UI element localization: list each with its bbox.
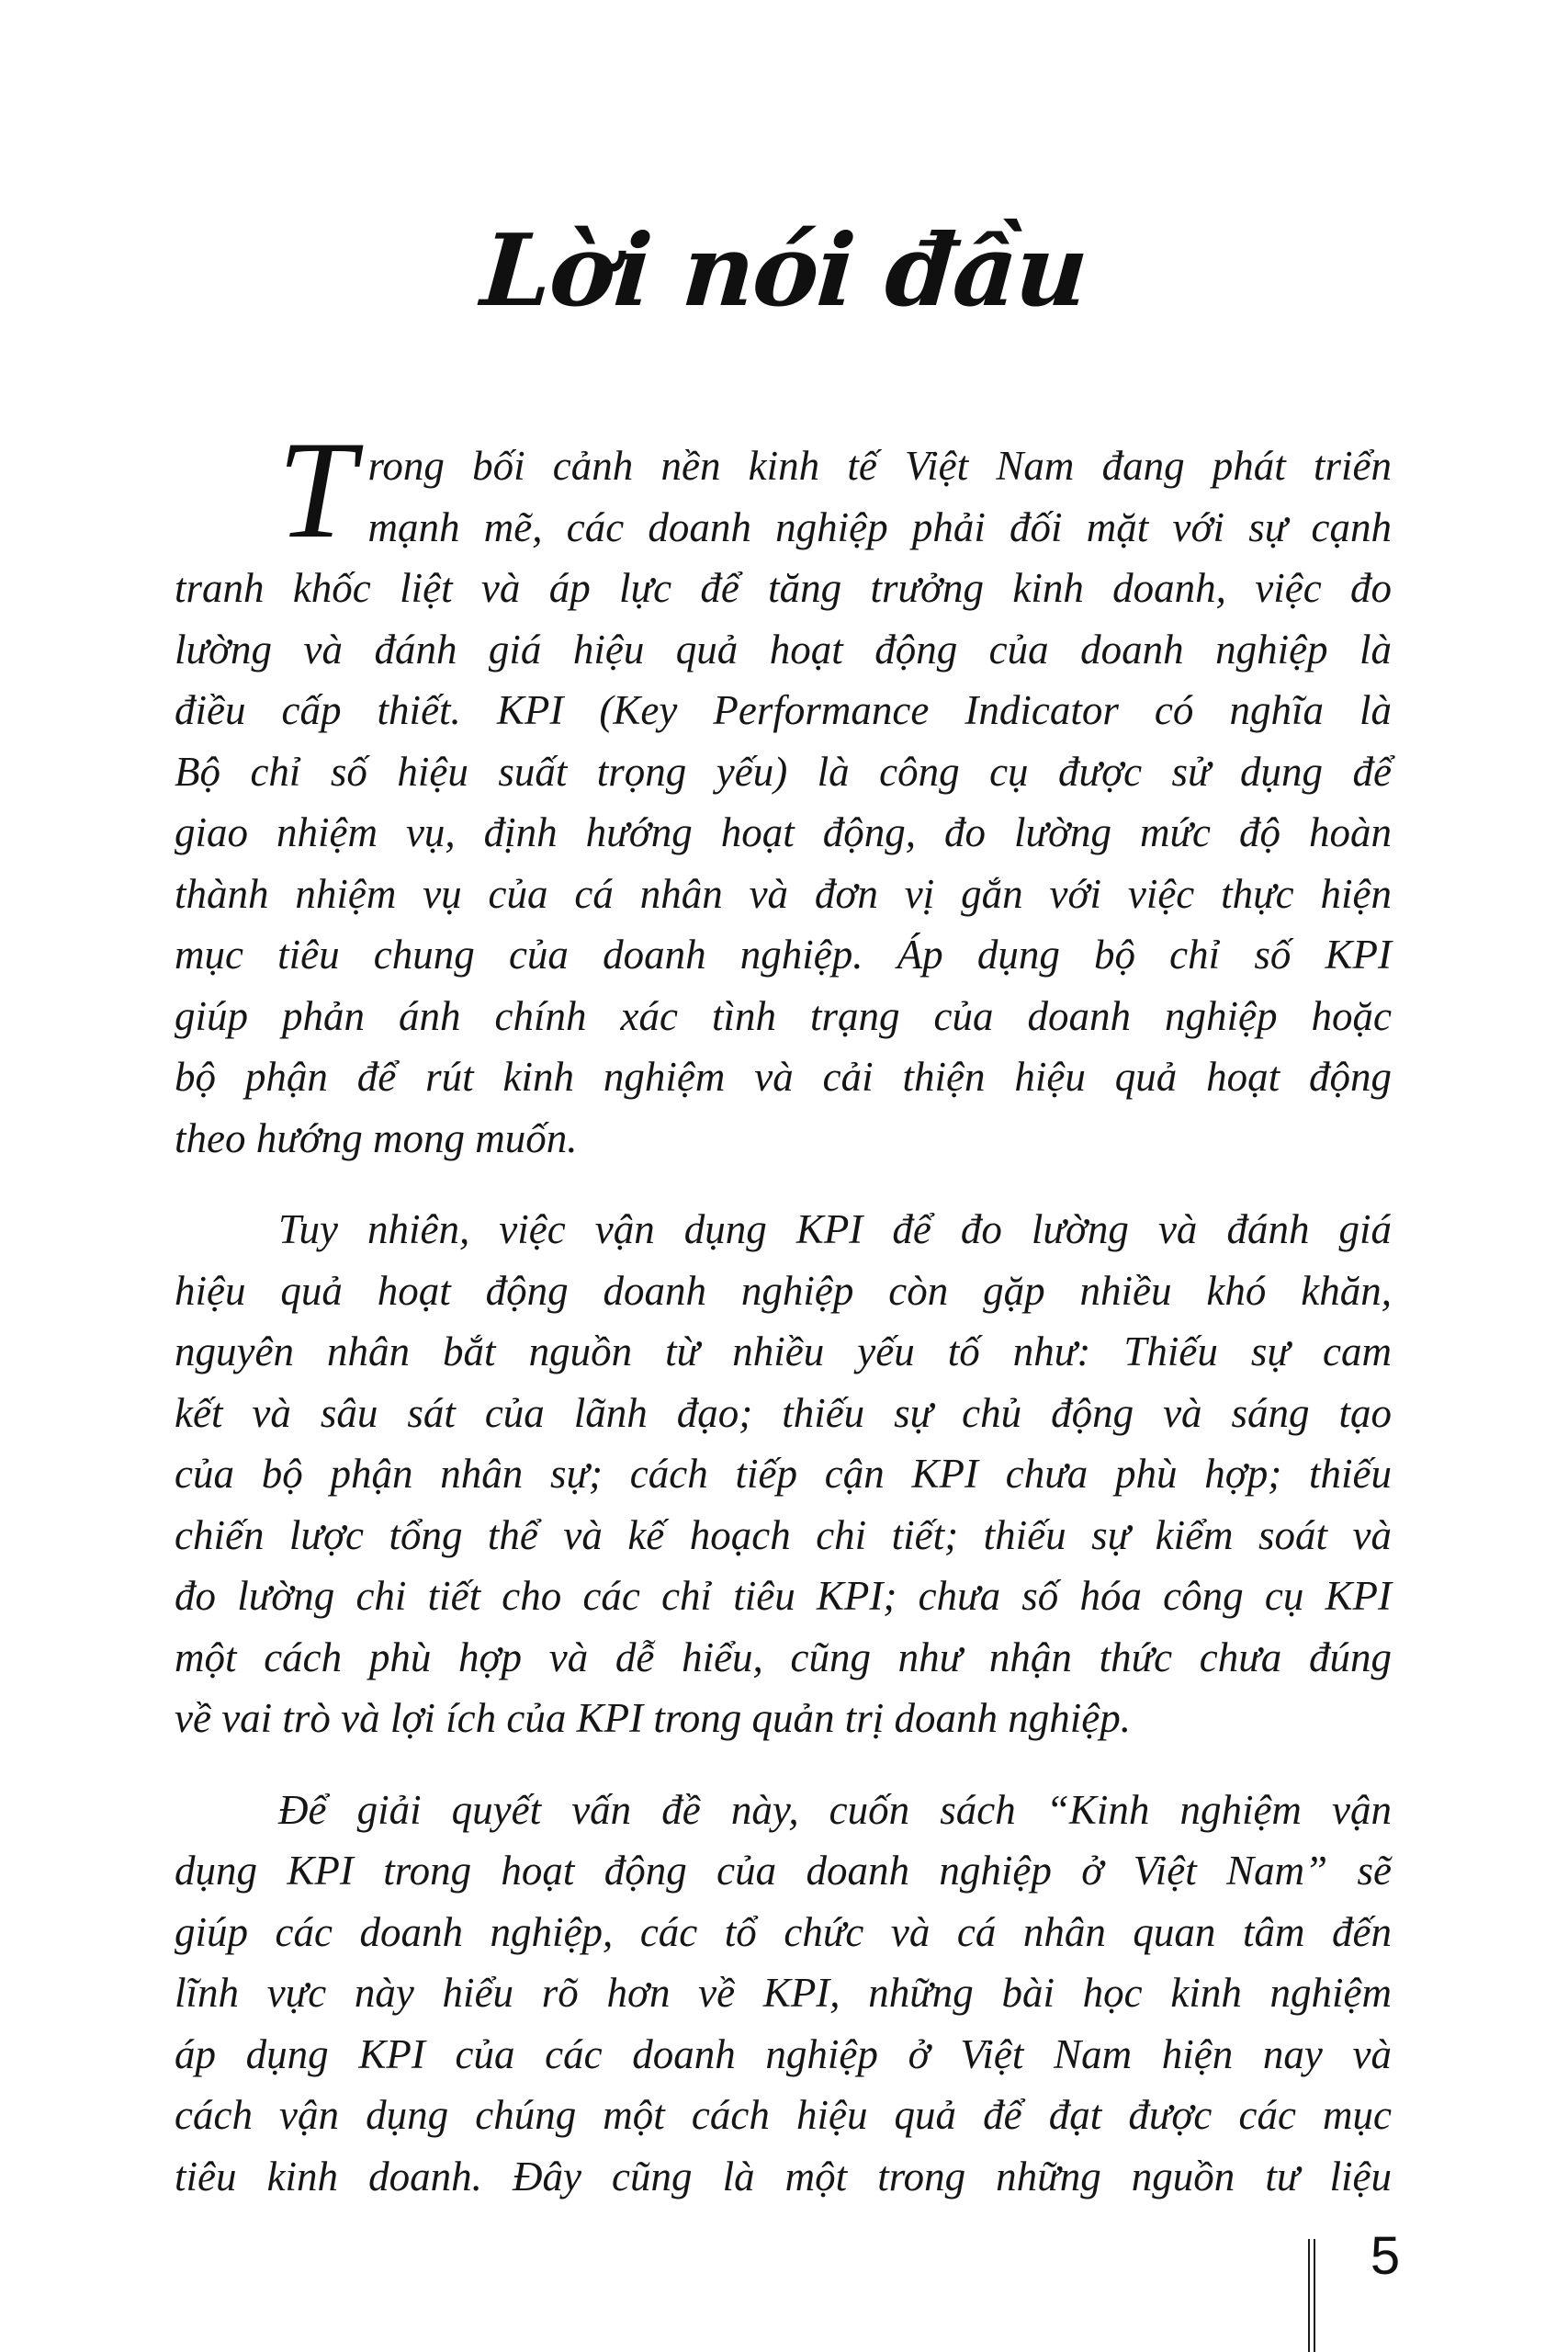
text-line: một cách phù hợp và dễ hiểu, cũng như nhận thức chưa đúng [175, 1634, 1392, 1680]
text-line: áp dụng KPI của các doanh nghiệp ở Việt Nam hiện nay và [175, 2030, 1392, 2077]
text-line: Để giải quyết vấn đề này, cuốn sách “Kinh nghiệm vận [278, 1786, 1392, 1833]
paragraph [175, 1199, 1392, 1749]
text-line: mạnh mẽ, các doanh nghiệp phải đối mặt với sự cạnh [367, 503, 1392, 550]
text-line: chiến lược tổng thể và kế hoạch chi tiết; thiếu sự kiểm soát và [175, 1511, 1392, 1558]
text-line: lường và đánh giá hiệu quả hoạt động của doanh nghiệp là [175, 626, 1392, 673]
text-line: giúp phản ánh chính xác tình trạng của doanh nghiệp hoặc [175, 992, 1392, 1039]
text-line: Tuy nhiên, việc vận dụng KPI để đo lường và đánh giá [278, 1206, 1392, 1252]
text-line: thành nhiệm vụ của cá nhân và đơn vị gắn với việc thực hiện [175, 870, 1392, 917]
chapter-title: Lời nói đầu [478, 213, 1090, 329]
text-line: mục tiêu chung của doanh nghiệp. Áp dụng bộ chỉ số KPI [175, 932, 1392, 978]
text-line: tiêu kinh doanh. Đây cũng là một trong những nguồn tư liệu [175, 2153, 1392, 2199]
text-line: nguyên nhân bắt nguồn từ nhiều yếu tố như: Thiếu sự cam [175, 1329, 1392, 1374]
page-number: 5 [1370, 2226, 1401, 2286]
text-line: của bộ phận nhân sự; cách tiếp cận KPI chưa phù hợp; thiếu [175, 1451, 1392, 1497]
text-line: rong bối cảnh nền kinh tế Việt Nam đang phát triển [367, 443, 1392, 489]
text-line: Bộ chỉ số hiệu suất trọng yếu) là công cụ được sử dụng để [175, 748, 1392, 795]
text-line: theo hướng mong muốn. [175, 1114, 578, 1161]
text-line: hiệu quả hoạt động doanh nghiệp còn gặp nhiều khó khăn, [175, 1267, 1392, 1314]
text-line: kết và sâu sát của lãnh đạo; thiếu sự chủ động và sáng tạo [175, 1389, 1392, 1436]
text-line: giúp các doanh nghiệp, các tổ chức và cá nhân quan tâm đến [175, 1908, 1392, 1955]
dropcap-letter: T [277, 413, 355, 567]
text-line: bộ phận để rút kinh nghiệm và cải thiện hiệu quả hoạt động [175, 1054, 1392, 1100]
text-line: giao nhiệm vụ, định hướng hoạt động, đo lường mức độ hoàn [175, 809, 1392, 855]
text-line: đo lường chi tiết cho các chỉ tiêu KPI; chưa số hóa công cụ KPI [175, 1573, 1392, 1619]
paragraph [175, 1780, 1392, 2208]
footer-rule [1308, 2239, 1315, 2352]
text-line: điều cấp thiết. KPI (Key Performance Indicator có nghĩa là [175, 687, 1392, 733]
text-line: lĩnh vực này hiểu rõ hơn về KPI, những bài học kinh nghiệm [175, 1970, 1392, 2016]
text-line: về vai trò và lợi ích của KPI trong quản trị doanh nghiệp. [175, 1695, 1131, 1741]
paragraph [175, 413, 1392, 1169]
text-line: cách vận dụng chúng một cách hiệu quả để đạt được các mục [175, 2092, 1392, 2138]
text-column [175, 413, 1392, 2207]
text-line: dụng KPI trong hoạt động của doanh nghiệp ở Việt Nam” sẽ [175, 1848, 1392, 1894]
text-line: tranh khốc liệt và áp lực để tăng trưởng kinh doanh, việc đo [175, 565, 1392, 611]
